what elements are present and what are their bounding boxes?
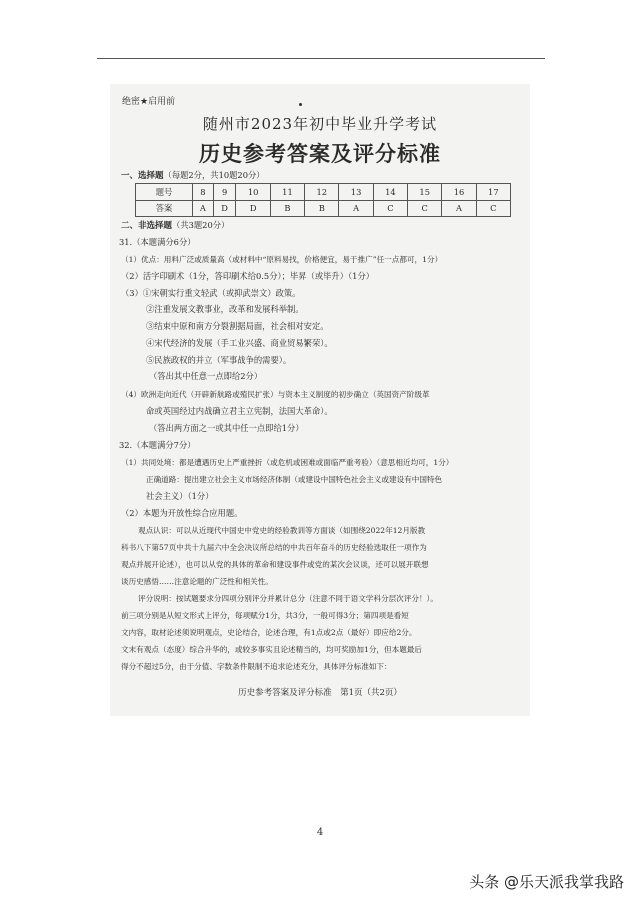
section2-heading (121, 220, 229, 232)
exam-title: 随州市2023年初中毕业升学考试 (202, 115, 438, 133)
text-line: （1）优点：用料广泛或质量高（或材料中“原料易找，价格便宜，易于推广”任一点都可，1分） (121, 255, 443, 264)
table-cell: B (270, 200, 304, 217)
text-line: （4）欧洲走向近代（开辟新航路或殖民扩张）与资本主义制度的初步确立（英国资产阶级革 (121, 390, 430, 399)
table-cell: 13 (339, 184, 373, 201)
text-line: （答出其中任意一点即给2分） (149, 371, 263, 381)
text-line: 观点认识：可以从近现代中国史中党史的经验教训等方面谈（如围绕2022年12月版教 (138, 526, 426, 535)
page-number: 4 (316, 827, 324, 838)
table-cell: 17 (476, 184, 510, 201)
text-line: 正确道路：提出建立社会主义市场经济体制（或建设中国特色社会主义或建设有中国特色 (146, 475, 443, 484)
text-line: 科书八下第57页中共十九届六中全会决议所总结的中共百年奋斗的历史经验选取任一项作为 (121, 543, 427, 552)
question-32-heading: 32.（本题满分7分） (119, 440, 196, 450)
text-line: ⑤民族政权的并立（军事战争的需要）。 (146, 355, 292, 365)
row-label-answer: 答案 (136, 200, 193, 217)
text-line: ③结束中原和南方分裂割据局面，社会相对安定。 (146, 321, 329, 331)
watermark: 头条 @乐天派我掌我路 (469, 873, 624, 891)
text-line: 文内容，取材论述须说明观点，史论结合，论述合理，有1点或2点（最好）即应给2分。 (121, 628, 417, 637)
table-cell: 15 (408, 184, 442, 201)
table-cell: 8 (193, 184, 214, 201)
text-line: 文末有观点（态度）综合升华的，或较多事实且论述精当的，均可奖励加1分，但本题最后 (121, 645, 422, 654)
section2-note: （共3题20分） (172, 220, 230, 230)
text-line: （1）共同处境：都是遭遇历史上严重挫折（或危机或困难或面临严重考验）（意思相近均可，1分） (121, 458, 454, 467)
section2-label: 二、非选择题 (121, 221, 173, 231)
text-line: 命或英国经过内战确立君主立宪制，法国大革命）。 (146, 406, 333, 416)
text-line: （答出两方面之一或其中任一点即给1分） (149, 423, 304, 433)
secret-label: 绝密★启用前 (122, 97, 176, 107)
table-cell: 14 (373, 184, 407, 201)
table-cell: D (236, 200, 270, 217)
text-line: 前三项分别是从短文形式上评分，每项赋分1分，共3分，一般可得3分；第四项是看短 (121, 611, 409, 620)
table-cell: 10 (236, 184, 270, 201)
document-title: 历史参考答案及评分标准 (199, 142, 441, 166)
table-cell: A (442, 200, 476, 217)
table-cell: 9 (213, 184, 236, 201)
answer-table (135, 183, 511, 217)
page-footer: 历史参考答案及评分标准 第1页（共2页） (238, 688, 402, 698)
question-31-heading: 31.（本题满分6分） (119, 237, 196, 247)
text-line: 评分说明：按试题要求分四项分别评分并累计总分（注意不同于语文学科分层次评分！）。 (138, 594, 438, 603)
row-label-question: 题号 (136, 184, 193, 201)
table-cell: 11 (270, 184, 304, 201)
text-line: 谈历史感悟……注意论题的广泛性和相关性。 (121, 577, 273, 586)
table-cell: 16 (442, 184, 476, 201)
text-line: （2）活字印刷术（1分，答印刷术给0.5分）；毕昇（或毕升）（1分） (121, 271, 375, 281)
text-line: 得分不超过5分，由于分值、字数条件限制不追求论述充分，具体评分标准如下： (121, 662, 392, 671)
table-cell: C (373, 200, 407, 217)
dot-mark (299, 103, 302, 106)
text-line: （2）本题为开放性综合应用题。 (121, 508, 243, 518)
section1-heading (121, 170, 265, 182)
text-line: 社会主义）（1分） (146, 491, 214, 501)
text-line: ②注重发展文教事业，改革和发展科举制。 (146, 304, 304, 314)
top-rule (97, 58, 545, 59)
table-cell: B (305, 200, 339, 217)
table-cell: C (408, 200, 442, 217)
section1-label: 一、选择题 (121, 171, 164, 181)
table-cell: D (213, 200, 236, 217)
text-line: ④宋代经济的发展（手工业兴盛、商业贸易繁荣）。 (146, 338, 333, 348)
table-cell: 12 (305, 184, 339, 201)
table-cell: A (193, 200, 214, 217)
table-cell: C (476, 200, 510, 217)
text-line: （3）①宋朝实行重文轻武（或抑武崇文）政策。 (121, 288, 301, 298)
table-row (136, 200, 511, 217)
text-line: 观点并展开论述），也可以从党的具体的革命和建设事件或党的某次会议谈，还可以展开联想 (121, 560, 429, 569)
table-cell: A (339, 200, 373, 217)
section1-note: （每题2分，共10题20分） (163, 170, 265, 180)
table-row (136, 184, 511, 201)
